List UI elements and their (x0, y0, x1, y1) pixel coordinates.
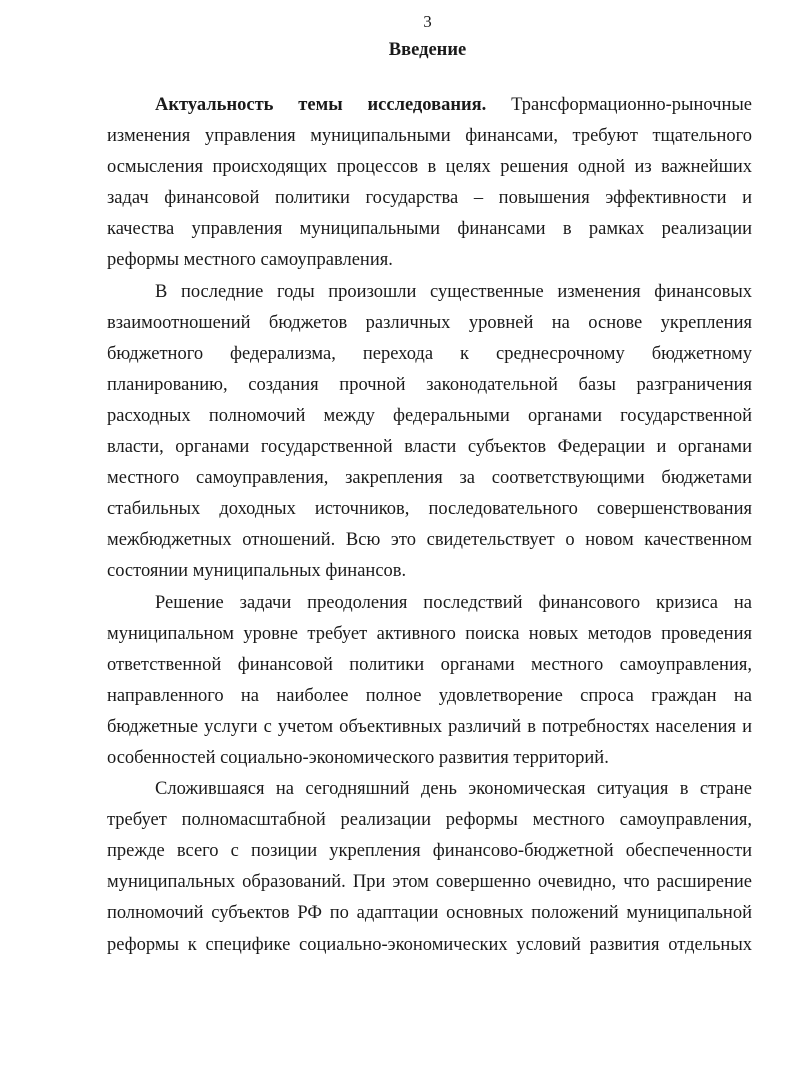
line-text: расходных полномочий между федеральными органами государственной (107, 405, 752, 426)
text-line (107, 152, 752, 183)
line-text: осмысления происходящих процессов в целях решения одной из важнейших (107, 157, 752, 178)
line-text: состоянии муниципальных финансов. (107, 561, 407, 582)
text-line (107, 121, 752, 152)
line-text: муниципальном уровне требует активного поиска новых методов проведения (107, 623, 752, 644)
text-line (107, 930, 752, 961)
paragraph (107, 277, 752, 588)
section-title: Введение (388, 40, 467, 60)
text-line (107, 183, 752, 214)
text-line (107, 339, 752, 370)
page-number: 3 (423, 12, 432, 31)
line-text: реформы к специфике социально-экономических условий развития отдельных (107, 934, 752, 955)
bold-lead: Актуальность темы исследования. (155, 95, 487, 115)
text-line (107, 681, 752, 712)
text-line (107, 90, 752, 121)
line-text: направленного на наиболее полное удовлетворение спроса граждан на (107, 685, 752, 706)
text-line (107, 370, 752, 401)
text-line (107, 308, 752, 339)
text-line (107, 712, 752, 743)
line-text: реформы местного самоуправления. (107, 250, 393, 271)
text-line (107, 214, 752, 245)
text-line (107, 898, 752, 929)
text-line (107, 494, 752, 525)
line-text: муниципальных образований. При этом совершенно очевидно, что расширение (107, 872, 752, 893)
line-text: межбюджетных отношений. Всю это свидетельствует о новом качественном (107, 530, 752, 551)
text-line (107, 619, 752, 650)
line-text: прежде всего с позиции укрепления финансово-бюджетной обеспеченности (107, 841, 752, 862)
line-text: местного самоуправления, закрепления за соответствующими бюджетами (107, 468, 752, 489)
text-line (107, 277, 752, 308)
text-line (107, 525, 752, 556)
line-text: стабильных доходных источников, последовательного совершенствования (107, 499, 752, 520)
text-line (107, 743, 752, 774)
line-text: Сложившаяся на сегодняшний день экономическая ситуация в стране (155, 779, 752, 800)
text-line (107, 867, 752, 898)
line-text: качества управления муниципальными финансами в рамках реализации (107, 219, 752, 240)
line-text: бюджетного федерализма, перехода к среднесрочному бюджетному (107, 343, 752, 364)
document-body (107, 90, 752, 961)
text-line (107, 836, 752, 867)
text-line (107, 245, 752, 276)
text-line (107, 432, 752, 463)
line-text: Решение задачи преодоления последствий финансового кризиса на (155, 592, 752, 613)
paragraph (107, 588, 752, 775)
paragraph (107, 774, 752, 961)
text-line (107, 588, 752, 619)
line-text: задач финансовой политики государства – повышения эффективности и (107, 188, 752, 209)
line-text: полномочий субъектов РФ по адаптации основных положений муниципальной (107, 903, 752, 924)
text-line (107, 401, 752, 432)
line-text: ответственной финансовой политики органами местного самоуправления, (107, 654, 752, 675)
line-text: бюджетные услуги с учетом объективных различий в потребностях населения и (107, 716, 752, 737)
text-line (107, 463, 752, 494)
text-line (107, 556, 752, 587)
line-text: В последние годы произошли существенные изменения финансовых (155, 281, 752, 302)
line-text: особенностей социально-экономического развития территорий. (107, 747, 609, 768)
line-text: Трансформационно-рыночные (511, 95, 753, 115)
text-line (107, 805, 752, 836)
line-text: взаимоотношений бюджетов различных уровней на основе укрепления (107, 312, 752, 333)
line-text: власти, органами государственной власти субъектов Федерации и органами (107, 437, 752, 458)
text-line (107, 774, 752, 805)
line-text: планированию, создания прочной законодательной базы разграничения (107, 374, 752, 395)
line-text: изменения управления муниципальными финансами, требуют тщательного (107, 126, 752, 147)
text-line (107, 650, 752, 681)
paragraph (107, 90, 752, 277)
line-text: требует полномасштабной реализации реформы местного самоуправления, (107, 810, 752, 831)
